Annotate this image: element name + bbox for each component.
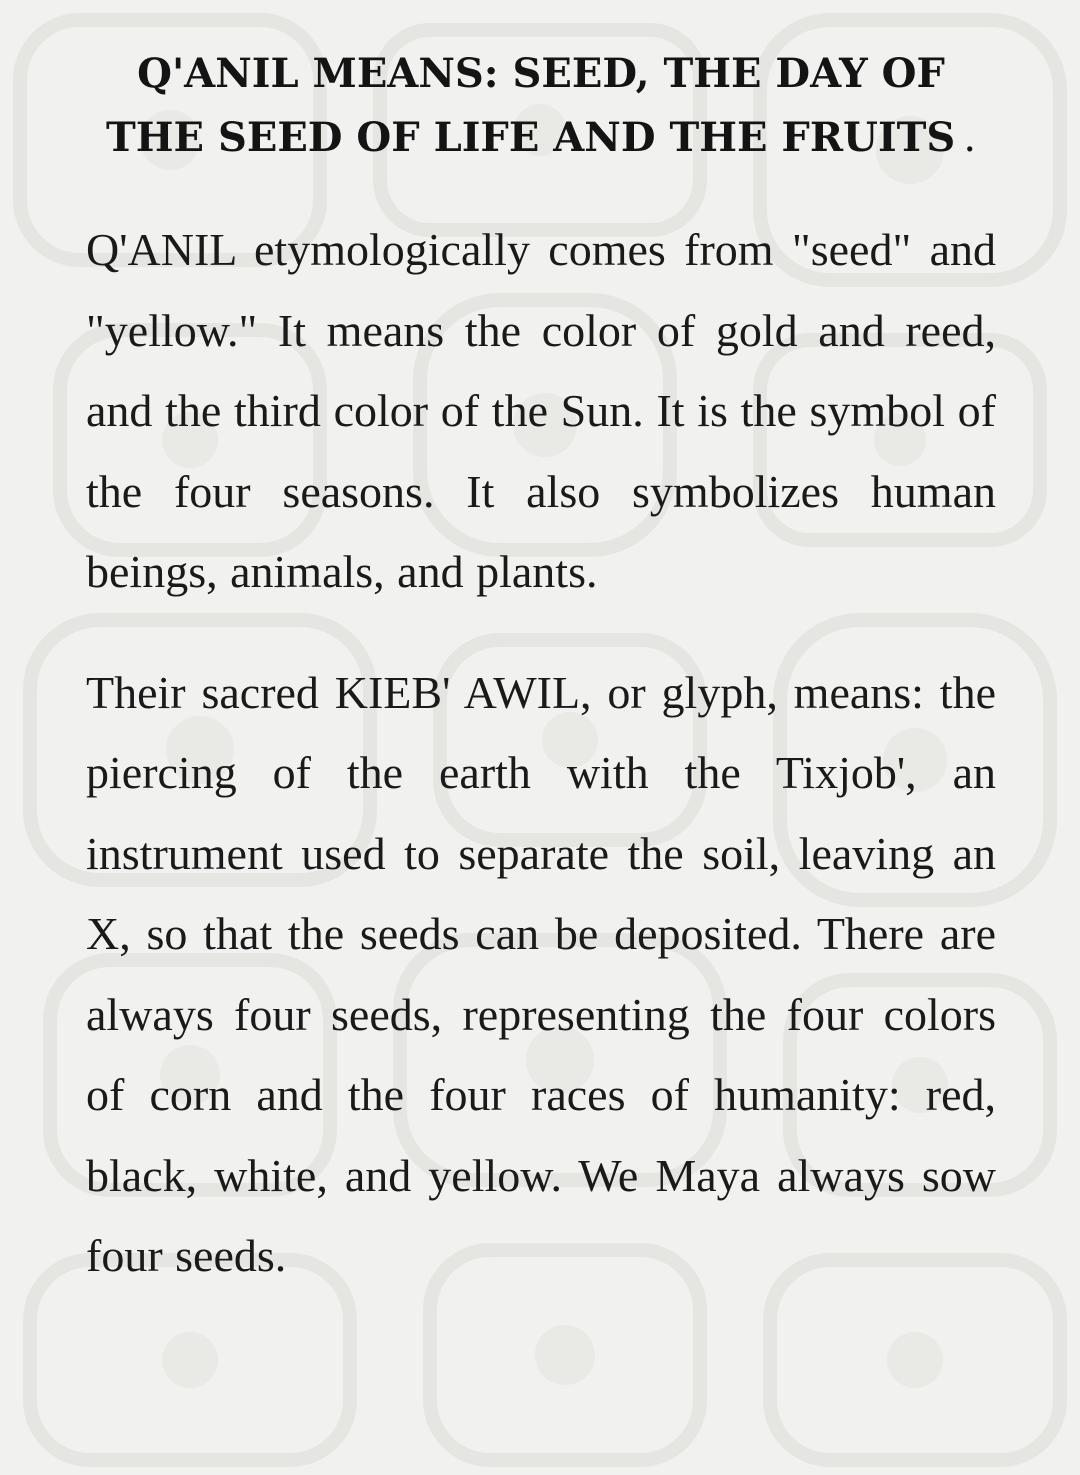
title-text: Q'ANIL MEANS: SEED, THE DAY OF THE SEED OF LIFE AND THE FRUITS xyxy=(105,50,956,161)
paragraph-etymology: Q'ANIL etymologically comes from "seed" and "yellow." It means the color of gold and reed, and the third color of the Sun. It is the symbol of the four seasons. It also symbolizes human beings, animals, and plants. xyxy=(86,224,996,597)
title-trailing-period: . xyxy=(963,115,977,161)
article-body xyxy=(86,42,996,1337)
paragraph-glyph-meaning: Their sacred KIEB' AWIL, or glyph, means: the piercing of the earth with the Tixjob', an instrument used to separate the soil, leaving an X, so that the seeds can be deposited. There are always four seeds, representing the four colors of corn and the four races of humanity: red, black, white, and yellow. We Maya always sow four seeds. xyxy=(86,666,996,1281)
article-title xyxy=(86,42,996,170)
